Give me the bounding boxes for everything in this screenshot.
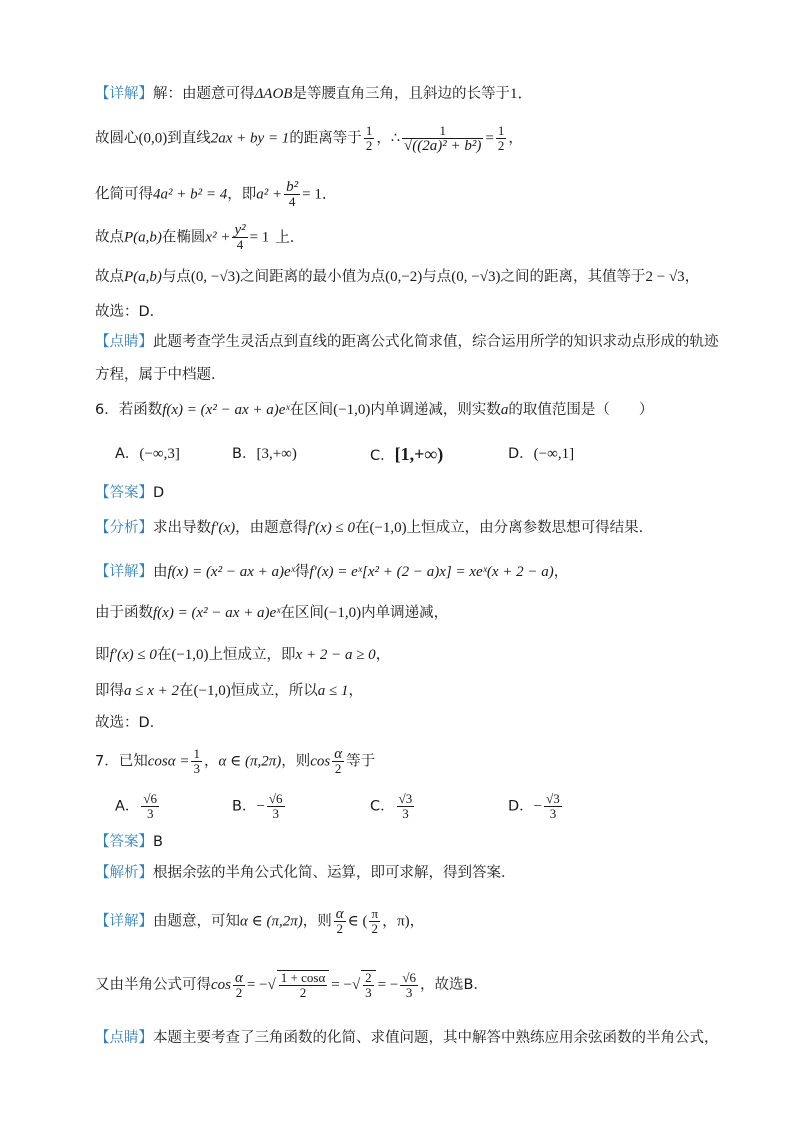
text: 由 <box>153 564 168 580</box>
math: a <box>500 402 509 418</box>
q5-line-7 <box>95 331 719 353</box>
q5-line-4 <box>95 223 304 252</box>
fraction: $\frac{\text{y²}}{4}$ <box>234 222 246 252</box>
fraction: $\frac{1}{2}$ <box>365 123 373 153</box>
text: 此题考查学生灵活点到直线的距离公式化简求值，综合运用所学的知识求动点形成的轨迹 <box>153 334 719 350</box>
q5-line-6: 故选：D． <box>95 304 165 320</box>
math: (0, −√3) <box>451 269 501 285</box>
text: ， <box>508 130 523 147</box>
q7-option-c: C． $\frac{√3}{3}$ <box>370 791 413 821</box>
fraction: $\frac{1}{2}$ <box>497 123 505 153</box>
math: 2ax + by = 1 <box>210 130 290 147</box>
math: ΔAOB <box>254 86 293 102</box>
detail-tag: 【详解】 <box>95 86 153 102</box>
q7-option-d: D．− $\frac{√3}{3}$ <box>508 791 560 821</box>
text: 求出导数 <box>153 520 211 536</box>
math: a ≤ x + 2 <box>124 683 180 699</box>
text: 上恒成立，由分离参数思想可得结果. <box>406 520 644 536</box>
q6-detail-2 <box>95 602 448 624</box>
math: (−1,0) <box>369 520 407 536</box>
fraction: $\frac{1}{\text{√((2a)² + b²)}}$ <box>404 123 482 154</box>
text: 7．已知 <box>95 753 148 770</box>
text: ， <box>409 913 425 930</box>
text: 与点 <box>422 269 452 285</box>
q5-line-2 <box>95 124 523 153</box>
math: ∈ ( <box>347 913 368 930</box>
math: f(x) = (x² − ax + a)eˣ <box>167 564 295 580</box>
text: ，故选B． <box>419 977 488 993</box>
text: 在 <box>354 520 370 536</box>
math: (0,0) <box>138 130 168 147</box>
text: 化简可得 <box>95 186 153 203</box>
text: 在椭圆 <box>161 229 206 246</box>
text: ，∴ <box>376 130 401 147</box>
analysis-tag: 【分析】 <box>95 520 153 536</box>
q7-detail-1 <box>95 907 424 936</box>
q5-line-3 <box>95 180 337 209</box>
q6-option-a: A．(−∞,3] <box>115 446 180 462</box>
q6-analysis <box>95 517 643 539</box>
answer-tag: 【答案】 <box>95 834 153 850</box>
math: (0,−2) <box>385 269 423 285</box>
text: 是等腰直角三角，且斜边的长等于 <box>292 86 510 102</box>
q7-option-a: A． $\frac{√6}{3}$ <box>115 791 158 821</box>
text: 在 <box>179 683 194 699</box>
q6-detail-4 <box>95 680 363 702</box>
text: 在 <box>156 647 172 663</box>
text: 之间距离的最小值为点 <box>240 269 386 285</box>
math: f′(x) ≤ 0 <box>109 647 157 663</box>
q7-detail-2: 又由半角公式可得cos $\frac{\alpha}{2}$ = −√ $\frac{1 + \cos\alpha}{2}$ = −√ $\frac{2}{3}$ = − $\frac{√6}{3}$ ，故选B． <box>95 969 488 1000</box>
fraction: $\frac{1 + \cos\alpha}{2}$ <box>277 970 329 1000</box>
q7-answer <box>95 831 163 853</box>
q5-line-5 <box>95 266 699 288</box>
math: cosα = <box>147 753 190 770</box>
q5-line-8: 方程，属于中档题． <box>95 367 226 383</box>
math: f(x) = (x² − ax + a)eˣ <box>153 605 281 621</box>
math: 4a² + b² = 4 <box>153 186 228 203</box>
q7-stem <box>95 747 375 776</box>
explain-tag: 【解析】 <box>95 865 153 881</box>
text: ， <box>203 753 219 770</box>
math: P(a,b) <box>124 229 162 246</box>
text: 故圆心 <box>95 130 139 147</box>
text: ，则 <box>302 913 332 930</box>
text: 由题意，可知 <box>153 913 240 930</box>
text: 与点 <box>161 269 191 285</box>
math: = − <box>377 977 399 993</box>
text: ， <box>348 683 363 699</box>
math: (−1,0) <box>323 605 362 621</box>
q7-comment <box>95 1027 719 1049</box>
q6-option-b: B．[3,+∞) <box>232 446 297 462</box>
text: ，即 <box>227 186 257 203</box>
text: 的距离等于 <box>289 130 362 147</box>
text: ，则 <box>281 753 311 770</box>
text: 即 <box>95 647 110 663</box>
math: a ≤ 1 <box>317 683 349 699</box>
text: 故点 <box>95 229 124 246</box>
math: = <box>485 130 494 147</box>
text: 本题主要考查了三角函数的化简、求值问题，其中解答中熟练应用余弦函数的半角公式， <box>153 1030 719 1046</box>
math: α ∈ (π,2π) <box>240 913 303 930</box>
math: x² + <box>205 229 231 246</box>
text: 又由半角公式可得 <box>95 977 211 993</box>
q5-line-1 <box>95 83 532 105</box>
text: 在区间 <box>280 605 324 621</box>
text: 故点 <box>95 269 124 285</box>
text: ， <box>553 564 569 580</box>
text: 解：由题意可得 <box>153 86 255 102</box>
math: f′(x) = eˣ[x² + (2 − a)x] = xeˣ(x + 2 − a) <box>309 564 554 580</box>
math: cos <box>310 753 331 770</box>
math: x + 2 − a ≥ 0 <box>295 647 376 663</box>
math: 2 − √3 <box>645 269 685 285</box>
text: B <box>153 834 163 850</box>
q7-option-b: B．− $\frac{√6}{3}$ <box>232 791 283 821</box>
math: (−1,0) <box>193 683 231 699</box>
math: = 1． <box>302 186 337 203</box>
math: = − <box>331 977 352 993</box>
text: 在区间 <box>289 402 334 418</box>
text: 的取值范围是（ ） <box>508 402 654 418</box>
text: 内单调递减， <box>361 605 449 621</box>
math: f′(x) ≤ 0 <box>307 520 355 536</box>
math: (0, −√3) <box>190 269 241 285</box>
comment-tag: 【点睛】 <box>95 334 153 350</box>
math: α ∈ (π,2π) <box>218 753 282 770</box>
math: = 1 <box>249 229 270 246</box>
text: 恒成立，所以 <box>230 683 318 699</box>
text: 得 <box>294 564 310 580</box>
fraction: $\frac{\alpha}{2}$ <box>334 746 343 776</box>
fraction: $\frac{\alpha}{2}$ <box>235 969 243 1000</box>
q7-explain <box>95 862 516 884</box>
text: 到直线 <box>167 130 211 147</box>
text: 即得 <box>95 683 124 699</box>
text: 等于 <box>346 753 376 770</box>
text: 上恒成立，即 <box>208 647 296 663</box>
math: a² + <box>256 186 283 203</box>
math: f′(x) <box>211 520 236 536</box>
q6-stem <box>95 399 653 421</box>
answer-tag: 【答案】 <box>95 485 153 501</box>
q6-detail-5: 故选：D. <box>95 715 155 731</box>
detail-tag: 【详解】 <box>95 913 153 930</box>
text: 内单调递减，则实数 <box>370 402 501 418</box>
math: = − <box>246 977 268 993</box>
text: 由于函数 <box>95 605 153 621</box>
q6-option-c: C．[1,+∞) <box>370 444 444 464</box>
q6-detail-3 <box>95 644 390 666</box>
detail-tag: 【详解】 <box>95 564 153 580</box>
q6-answer <box>95 482 164 504</box>
fraction: $\frac{2}{3}$ <box>361 970 376 1000</box>
q6-detail-1 <box>95 561 568 583</box>
math: cos <box>211 977 231 993</box>
fraction: $\frac{√6}{3}$ <box>402 969 416 1000</box>
text: 6．若函数 <box>95 402 163 418</box>
text: 上． <box>275 229 305 246</box>
text: ，由题意得 <box>235 520 308 536</box>
math: (−1,0) <box>171 647 209 663</box>
fraction: $\frac{\alpha}{2}$ <box>335 906 344 936</box>
fraction: $\frac{\text{b²}}{4}$ <box>286 179 299 209</box>
math: f(x) = (x² − ax + a)eˣ <box>162 402 290 418</box>
math: ，π) <box>382 913 410 930</box>
math: P(a,b) <box>124 269 162 285</box>
text: ， <box>684 269 700 285</box>
text: D <box>153 485 165 501</box>
q6-option-d: D．(−∞,1] <box>508 446 575 462</box>
math: 1． <box>509 86 533 102</box>
text: 根据余弦的半角公式化简、运算，即可求解，得到答案． <box>153 865 516 881</box>
math: (−1,0) <box>333 402 371 418</box>
fraction: $\frac{\pi}{2}$ <box>371 906 379 936</box>
text: ， <box>375 647 391 663</box>
fraction: $\frac{1}{3}$ <box>193 746 200 776</box>
text: 之间的距离，其值等于 <box>500 269 646 285</box>
comment-tag: 【点睛】 <box>95 1030 153 1046</box>
